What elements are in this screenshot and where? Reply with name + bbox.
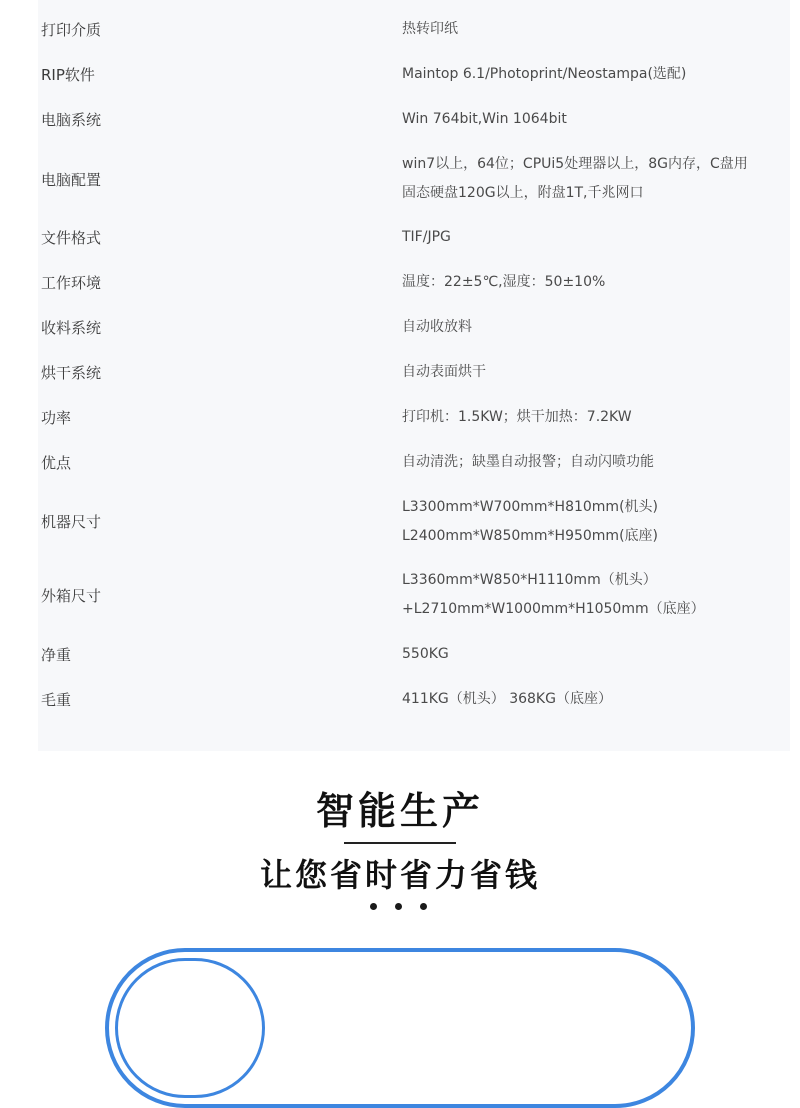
spec-label: 烘干系统: [41, 364, 102, 382]
dot: [420, 903, 427, 910]
title-divider: [344, 842, 456, 844]
spec-row-pc-config: [38, 135, 790, 208]
dot: [370, 903, 377, 910]
spec-label: 外箱尺寸: [41, 587, 102, 605]
spec-label: 电脑配置: [41, 171, 102, 189]
section-title: 智能生产: [315, 788, 484, 833]
spec-row-drying: [38, 343, 790, 388]
ellipsis-dots-icon: [365, 901, 435, 915]
spec-value: 自动清洗；缺墨自动报警；自动闪喷功能: [402, 454, 654, 470]
spec-row-power: [38, 388, 790, 433]
feature-circle: [115, 958, 265, 1098]
spec-row-file-format: [38, 208, 790, 253]
spec-row-take-up: [38, 298, 790, 343]
spec-value: 自动表面烘干: [402, 364, 486, 380]
spec-row-advantages: [38, 433, 790, 478]
spec-row-gross-weight: [38, 670, 790, 715]
spec-label: 机器尺寸: [41, 513, 102, 531]
spec-value: win7以上，64位；CPUi5处理器以上，8G内存，C盘用: [402, 156, 748, 172]
spec-value: 温度：22±5℃,湿度：50±10%: [402, 274, 606, 290]
spec-value: Maintop 6.1/Photoprint/Neostampa(选配): [402, 66, 687, 82]
spec-label: 文件格式: [41, 229, 102, 247]
dot: [395, 903, 402, 910]
spec-label: 电脑系统: [41, 111, 102, 129]
spec-value: 打印机：1.5KW；烘干加热：7.2KW: [402, 409, 632, 425]
spec-value: 550KG: [402, 646, 449, 662]
spec-label: 功率: [41, 409, 72, 427]
spec-value: 热转印纸: [402, 21, 458, 37]
spec-label: 优点: [41, 454, 72, 472]
spec-value: TIF/JPG: [402, 229, 451, 245]
spec-value-line2: +L2710mm*W1000mm*H1050mm（底座）: [402, 601, 705, 617]
spec-value: L3300mm*W700mm*H810mm(机头): [402, 499, 658, 515]
spec-row-os: [38, 90, 790, 135]
spec-value-line2: L2400mm*W850mm*H950mm(底座): [402, 528, 658, 544]
spec-value: L3360mm*W850*H1110mm（机头）: [402, 572, 657, 588]
spec-label: RIP软件: [41, 66, 95, 84]
spec-table: [38, 0, 790, 751]
spec-value: 自动收放料: [402, 319, 472, 335]
spec-value: 411KG（机头） 368KG（底座）: [402, 691, 612, 707]
section-subtitle: 让您省时省力省钱: [259, 856, 540, 894]
spec-label: 工作环境: [41, 274, 102, 292]
spec-label: 收料系统: [41, 319, 102, 337]
spec-row-net-weight: [38, 625, 790, 670]
spec-row-carton-size: [38, 551, 790, 625]
spec-label: 毛重: [41, 691, 72, 709]
spec-value-line2: 固态硬盘120G以上，附盘1T,千兆网口: [402, 185, 644, 201]
spec-row-environment: [38, 253, 790, 298]
spec-label: 净重: [41, 646, 72, 664]
spec-value: Win 764bit,Win 1064bit: [402, 111, 567, 127]
spec-label: 打印介质: [41, 21, 102, 39]
spec-row-machine-size: [38, 478, 790, 551]
spec-row-rip: [38, 45, 790, 90]
